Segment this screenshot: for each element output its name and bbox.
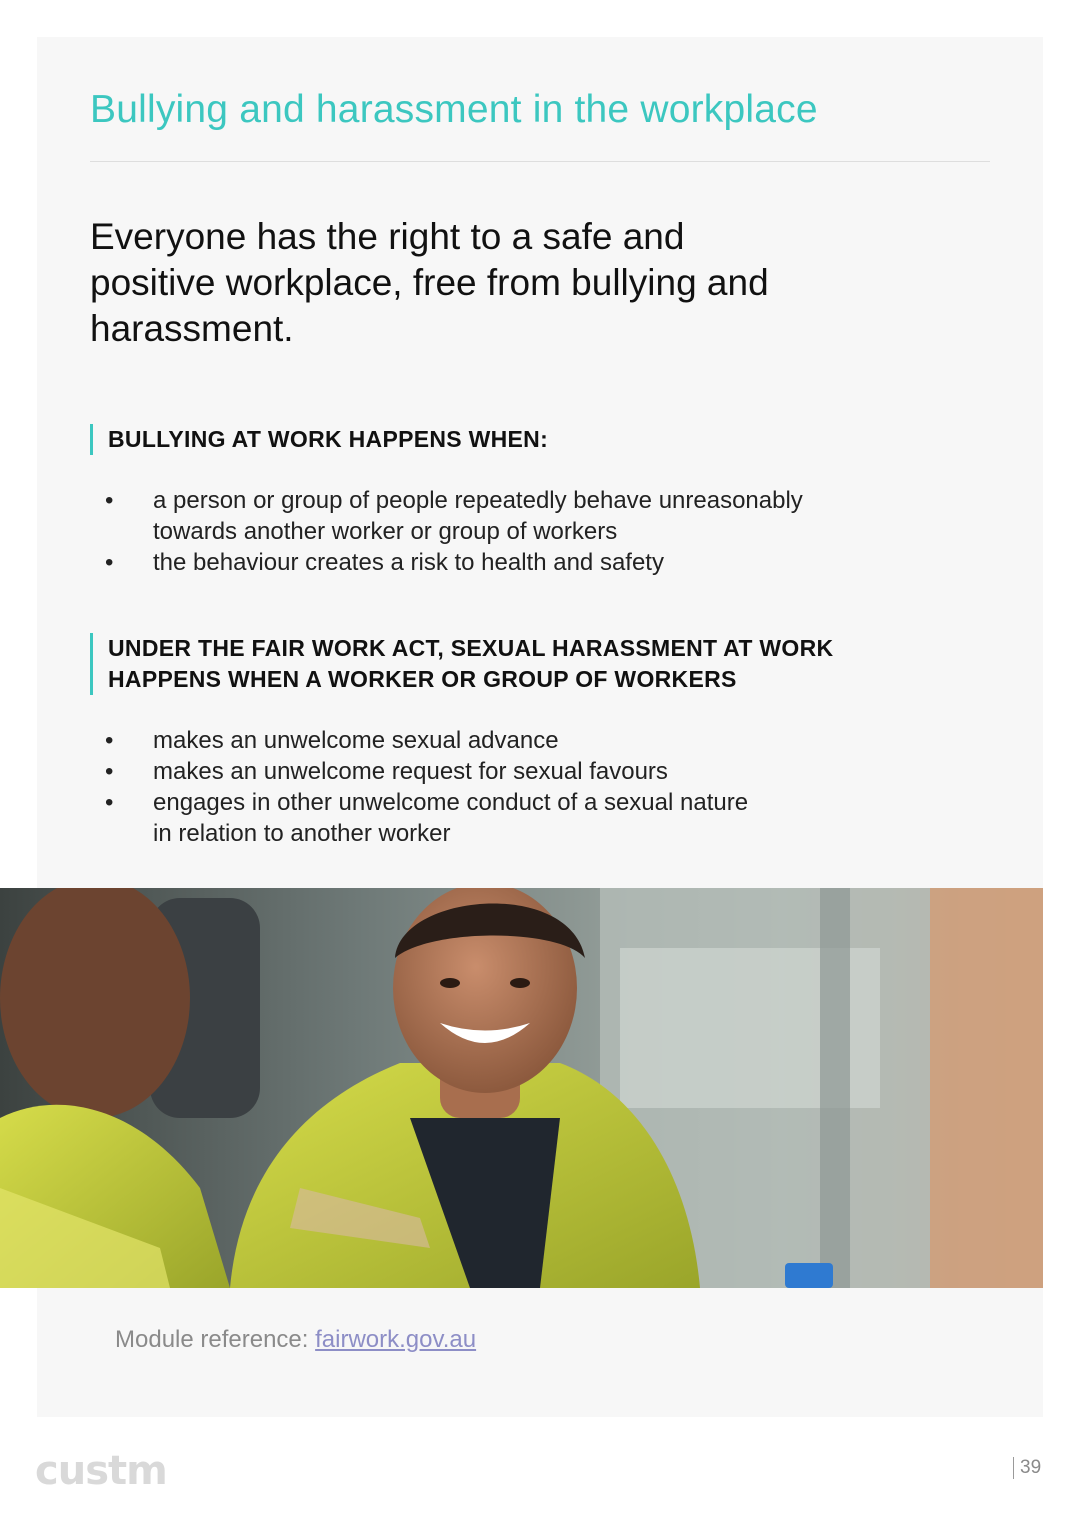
reference-label: Module reference:: [115, 1326, 309, 1353]
list-item: • makes an unwelcome request for sexual favours: [105, 756, 765, 787]
list-item: • makes an unwelcome sexual advance: [105, 725, 765, 756]
harassment-list: [105, 725, 765, 849]
list-item: • the behaviour creates a risk to health and safety: [105, 547, 865, 578]
bullying-heading: BULLYING AT WORK HAPPENS WHEN:: [90, 424, 808, 455]
module-reference: [115, 1326, 476, 1354]
workers-photo: [0, 888, 1043, 1288]
harassment-heading: UNDER THE FAIR WORK ACT, SEXUAL HARASSMENT AT WORK HAPPENS WHEN A WORKER OR GROUP OF WORKERS: [90, 633, 918, 695]
title-divider: [90, 161, 990, 162]
page-title: Bullying and harassment in the workplace: [90, 88, 818, 131]
lead-statement: Everyone has the right to a safe and positive workplace, free from bullying and harassment.: [90, 216, 769, 349]
list-item: • a person or group of people repeatedly behave unreasonably towards another worker or group of workers: [105, 485, 865, 547]
list-item: • engages in other unwelcome conduct of a sexual nature in relation to another worker: [105, 787, 765, 849]
page-number: 39: [1013, 1457, 1041, 1479]
bullying-list: [105, 485, 865, 578]
custm-logo: custm: [35, 1448, 167, 1494]
fairwork-link[interactable]: fairwork.gov.au: [315, 1326, 477, 1353]
